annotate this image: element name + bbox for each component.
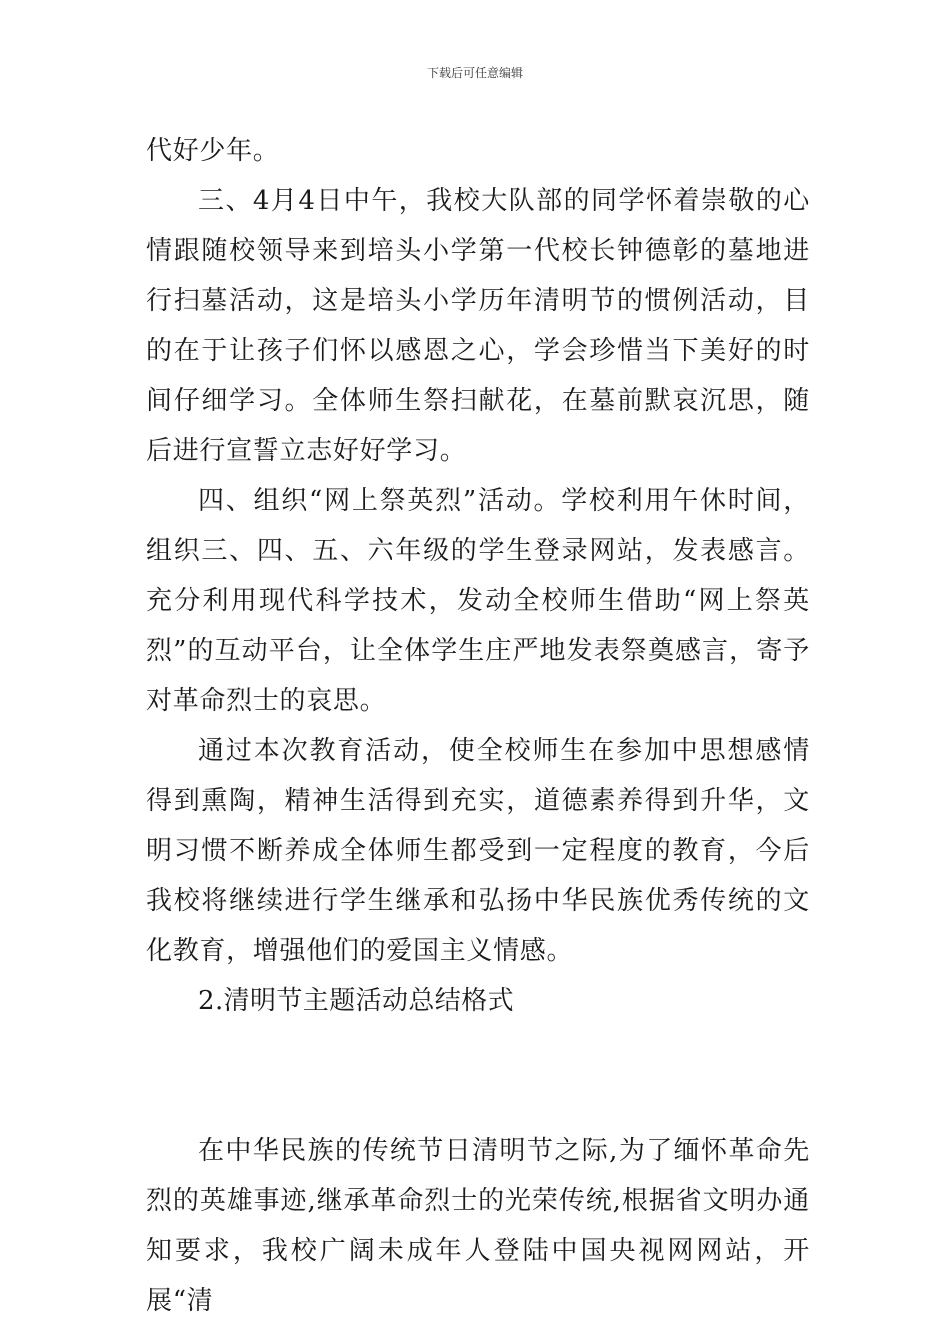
section-heading: 2.清明节主题活动总结格式: [198, 986, 515, 1016]
paragraph-item-four: 四、组织“网上祭英烈”活动。学校利用午休时间，组织三、四、五、六年级的学生登录网站，发表感言。充分利用现代科学技术，发动全校师生借助“网上祭英烈”的互动平台，让全体学生庄严地发表祭奠感言，寄予对革命烈士的哀思。: [146, 486, 810, 716]
paragraph-item-three: 三、4月4日中午，我校大队部的同学怀着崇敬的心情跟随校领导来到培头小学第一代校长钟德彰的墓地进行扫墓活动，这是培头小学历年清明节的惯例活动，目的在于让孩子们怀以感恩之心，学会珍惜当下美好的时间仔细学习。全体师生祭扫献花，在墓前默哀沉思，随后进行宣誓立志好好学习。: [146, 186, 810, 466]
paragraph-continuation: 代好少年。: [146, 136, 280, 166]
page-header-note: 下载后可任意编辑: [426, 66, 523, 80]
paragraph-conclusion: 通过本次教育活动，使全校师生在参加中思想感情得到熏陶，精神生活得到充实，道德素养得到升华，文明习惯不断养成全体师生都受到一定程度的教育，今后我校将继续进行学生继承和弘扬中华民族优秀传统的文化教育，增强他们的爱国主义情感。: [146, 736, 810, 966]
document-body: [146, 126, 810, 1326]
paragraph-intro: 在中华民族的传统节日清明节之际,为了缅怀革命先烈的英雄事迹,继承革命烈士的光荣传统,根据省文明办通知要求，我校广阔未成年人登陆中国央视网网站，开展“清: [146, 1136, 810, 1316]
section-spacer: [146, 1026, 810, 1126]
